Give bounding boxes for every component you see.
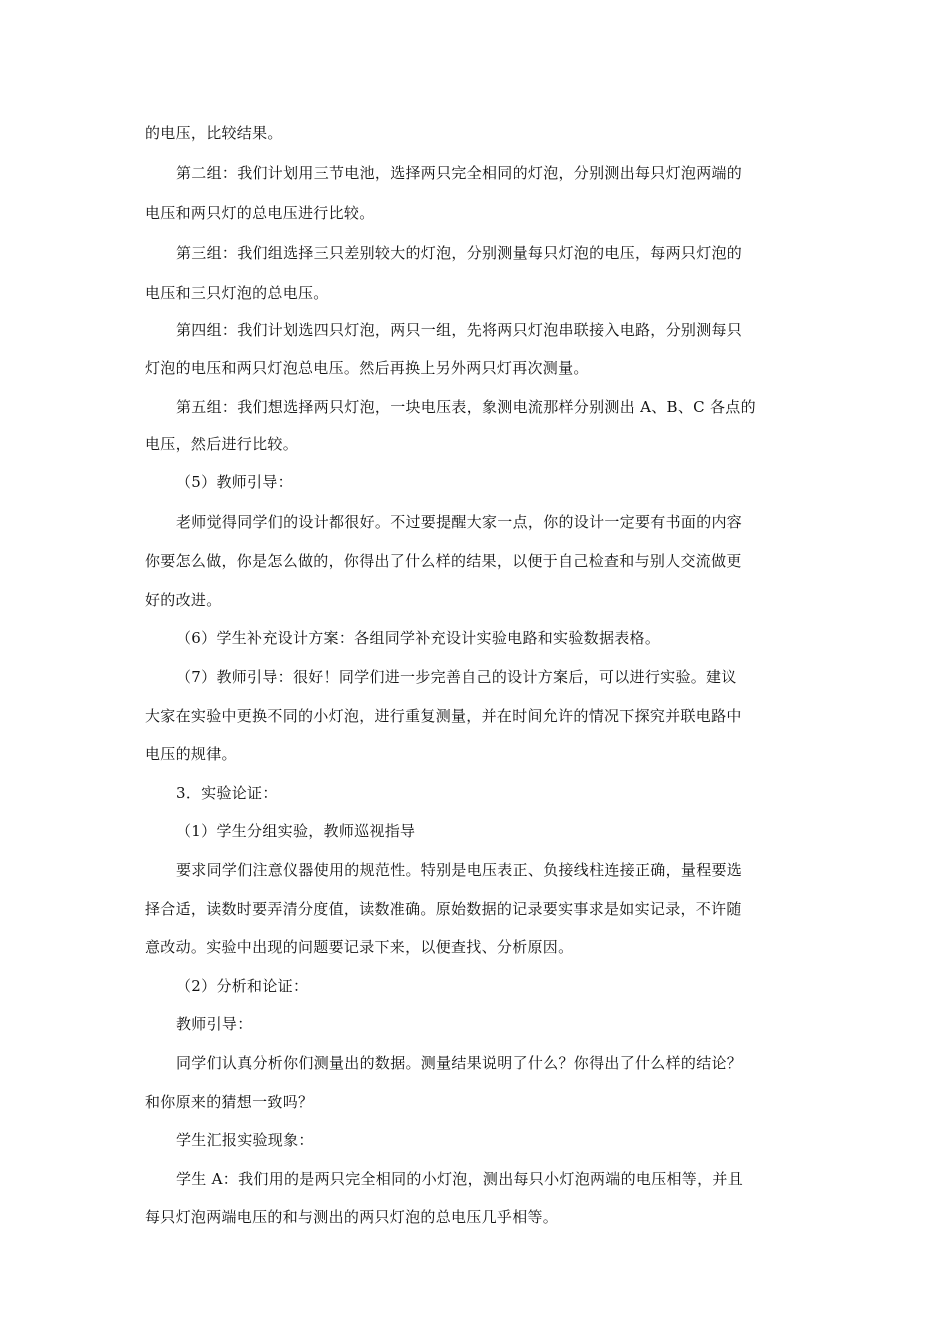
text-line: 第四组：我们计划选四只灯泡，两只一组，先将两只灯泡串联接入电路，分别测每只 — [176, 321, 743, 339]
text-line: 好的改进。 — [145, 591, 222, 609]
text-line: 教师引导： — [176, 1015, 253, 1033]
text-line: （7）教师引导：很好！同学们进一步完善自己的设计方案后，可以进行实验。建议 — [176, 668, 737, 686]
text-line: 意改动。实验中出现的问题要记录下来，以便查找、分析原因。 — [145, 938, 574, 956]
text-line: 老师觉得同学们的设计都很好。不过要提醒大家一点，你的设计一定要有书面的内容 — [176, 513, 743, 531]
text-line: 第五组：我们想选择两只灯泡，一块电压表，象测电流那样分别测出 A、B、C 各点的 — [176, 398, 756, 416]
text-line: 学生汇报实验现象： — [176, 1131, 314, 1149]
text-line: 第三组：我们组选择三只差别较大的灯泡，分别测量每只灯泡的电压，每两只灯泡的 — [176, 244, 743, 262]
text-line: 择合适，读数时要弄清分度值，读数准确。原始数据的记录要实事求是如实记录，不许随 — [145, 900, 742, 918]
text-line: 你要怎么做，你是怎么做的，你得出了什么样的结果，以便于自己检查和与别人交流做更 — [145, 552, 742, 570]
text-line: 同学们认真分析你们测量出的数据。测量结果说明了什么？你得出了什么样的结论？ — [176, 1054, 743, 1072]
section-heading: （5）教师引导： — [176, 473, 293, 491]
text-line: 学生 A：我们用的是两只完全相同的小灯泡，测出每只小灯泡两端的电压相等，并且 — [176, 1170, 744, 1188]
text-line: 电压和三只灯泡的总电压。 — [145, 284, 329, 302]
text-line: 电压和两只灯的总电压进行比较。 — [145, 204, 375, 222]
text-line: 电压，然后进行比较。 — [145, 435, 299, 453]
text-line: 灯泡的电压和两只灯泡总电压。然后再换上另外两只灯再次测量。 — [145, 359, 589, 377]
text-line: （2）分析和论证： — [176, 977, 309, 995]
text-line: （1）学生分组实验，教师巡视指导 — [176, 822, 416, 840]
section-heading: 3．实验论证： — [176, 784, 278, 802]
text-line: 要求同学们注意仪器使用的规范性。特别是电压表正、负接线柱连接正确，量程要选 — [176, 861, 743, 879]
text-line: 电压的规律。 — [145, 745, 237, 763]
text-line: 和你原来的猜想一致吗？ — [145, 1093, 314, 1111]
text-line: 第二组：我们计划用三节电池，选择两只完全相同的灯泡，分别测出每只灯泡两端的 — [176, 164, 743, 182]
text-line: （6）学生补充设计方案：各组同学补充设计实验电路和实验数据表格。 — [176, 629, 661, 647]
text-line: 大家在实验中更换不同的小灯泡，进行重复测量，并在时间允许的情况下探究并联电路中 — [145, 707, 742, 725]
text-line: 的电压，比较结果。 — [145, 124, 283, 142]
text-line: 每只灯泡两端电压的和与测出的两只灯泡的总电压几乎相等。 — [145, 1208, 559, 1226]
